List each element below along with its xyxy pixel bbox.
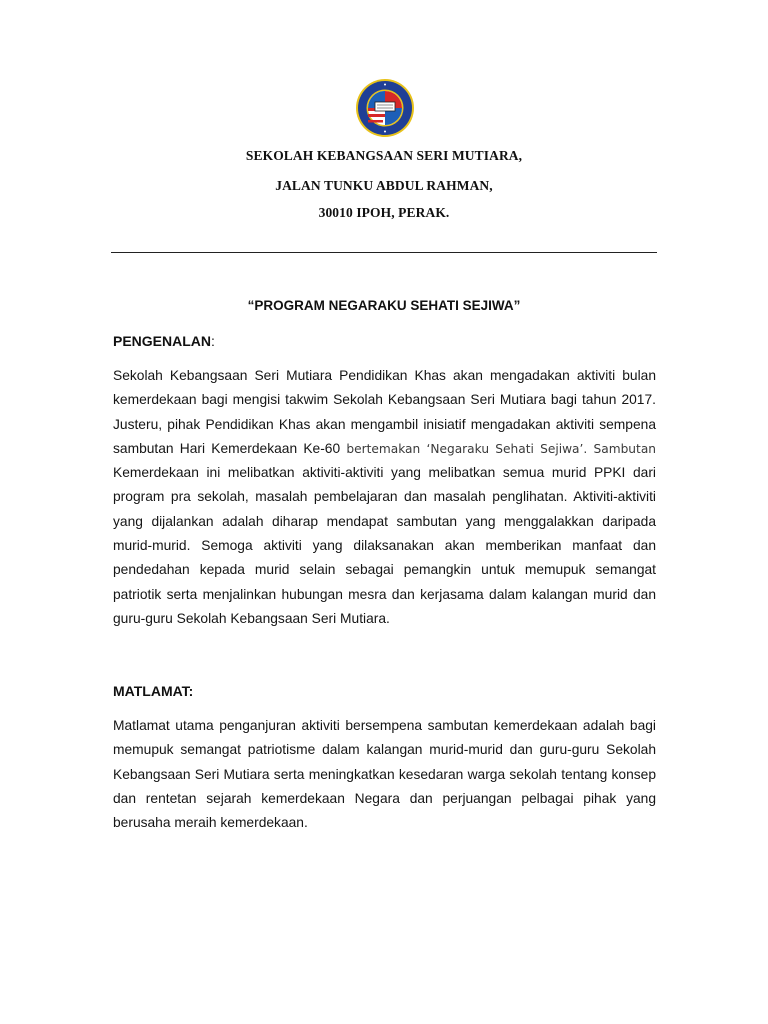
pengenalan-heading-colon: : <box>211 333 215 349</box>
header-divider <box>111 252 657 253</box>
school-city: 30010 IPOH, PERAK. <box>318 205 450 220</box>
document-title: “PROGRAM NEGARAKU SEHATI SEJIWA” <box>247 298 521 313</box>
pengenalan-text-end: Kemerdekaan ini melibatkan aktiviti-aktiviti yang melibatkan semua murid PPKI dari program pra sekolah, masalah pembelajaran dan masalah penglihatan. Aktiviti-aktiviti yang dijalankan adalah diharap mendapat sambutan yang menggalakkan daripada murid-murid. Semoga aktiviti yang dilaksanakan akan memberikan manfaat dan pendedahan kepada murid selain sebagai pemangkin untuk memupuk semangat patriotik serta menjalinkan hubungan mesra dan kerjasama dalam kalangan murid dan guru-guru Sekolah Kebangsaan Seri Mutiara. <box>113 465 656 626</box>
pengenalan-heading-text: PENGENALAN <box>113 333 212 349</box>
pengenalan-paragraph <box>113 364 656 631</box>
section-heading-pengenalan <box>113 333 215 349</box>
school-address: JALAN TUNKU ABDUL RAHMAN, <box>275 178 493 193</box>
pengenalan-text-theme: bertemakan ‘Negaraku Sehati Sejiwa’. Sambutan <box>346 441 657 456</box>
school-crest-icon <box>355 78 415 138</box>
section-heading-matlamat: MATLAMAT: <box>113 683 194 699</box>
school-name: SEKOLAH KEBANGSAAN SERI MUTIARA, <box>245 148 523 163</box>
matlamat-paragraph: Matlamat utama penganjuran aktiviti bersempena sambutan kemerdekaan adalah bagi memupuk semangat patriotisme dalam kalangan murid-murid dan guru-guru Sekolah Kebangsaan Seri Mutiara serta meningkatkan kesedaran warga sekolah tentang konsep dan rentetan sejarah kemerdekaan Negara dan perjuangan pelbagai pihak yang berusaha meraih kemerdekaan. <box>113 718 656 831</box>
pengenalan-text-start: Sekolah Kebangsaan Seri Mutiara Pendidikan Khas akan mengadakan aktiviti bulan kemerdekaan bagi mengisi takwim Sekolah Kebangsaan Seri Mutiara bagi tahun 2017. Justeru, pihak Pendidikan Khas akan mengambil inisiatif mengadakan aktiviti sempena sambutan Hari Kemerdekaan Ke-60 <box>113 368 656 456</box>
